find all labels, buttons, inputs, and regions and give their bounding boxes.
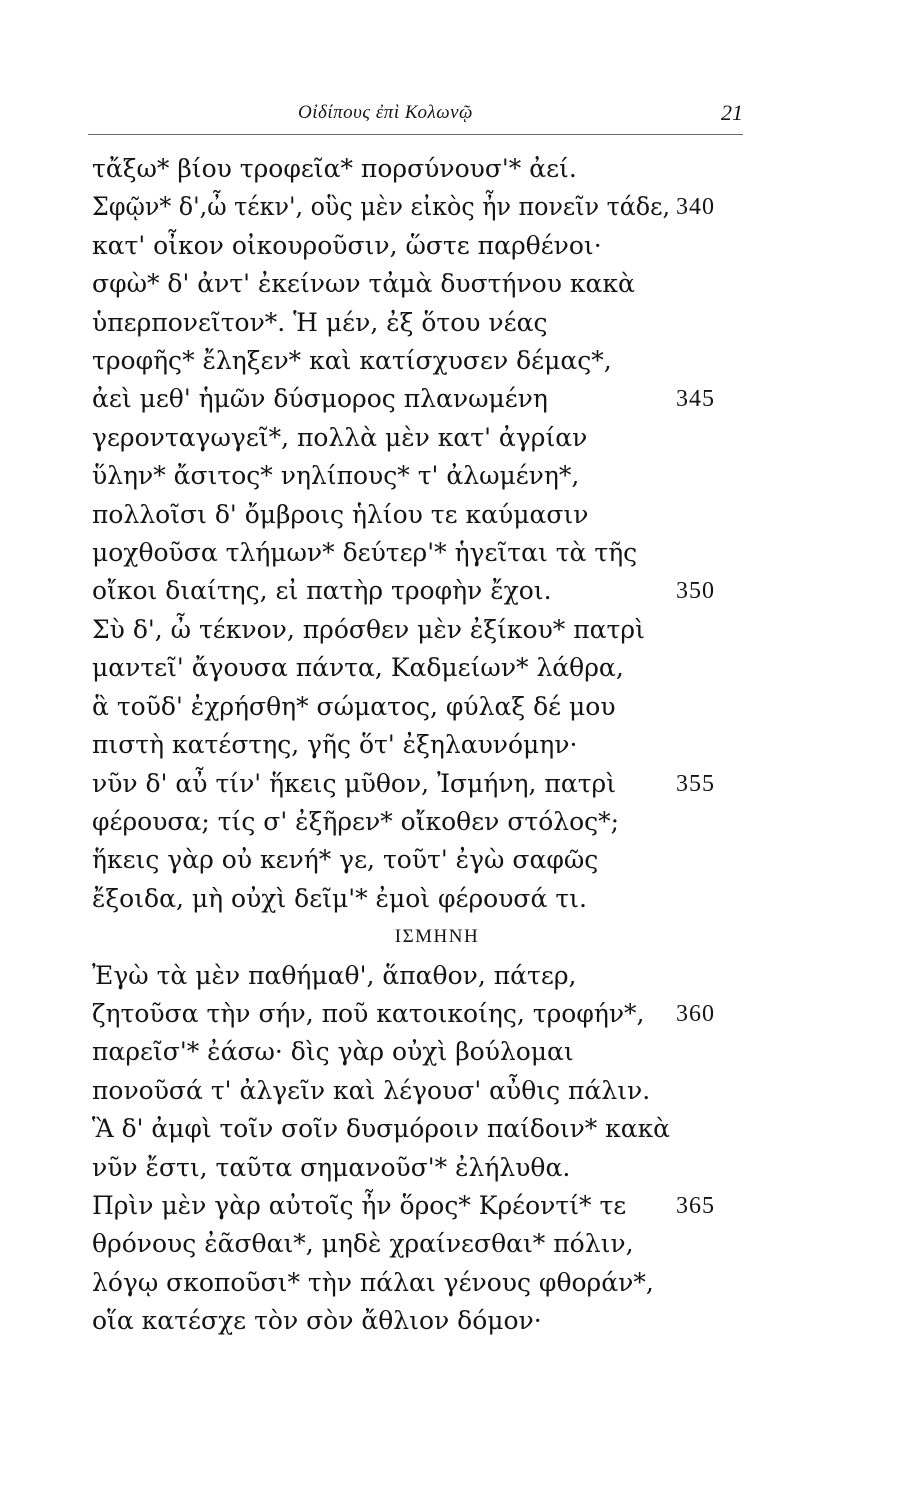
verse-line-text: πολλοῖσι δ' ὄμβροις ἡλίου τε καύμασιν — [92, 499, 589, 529]
verse-line-text: Πρὶν μὲν γὰρ αὐτοῖς ἦν ὅρος* Κρέοντί* τε — [92, 1190, 627, 1220]
verse-line-text: ὑπερπονεῖτον*. Ἡ μέν, ἐξ ὅτου νέας — [92, 307, 548, 337]
verse-line-text: ἀεὶ μεθ' ἡμῶν δύσμορος πλανωμένη — [92, 384, 548, 414]
verse-line — [92, 534, 762, 572]
verse-line — [92, 1187, 762, 1225]
verse-line-text: μαντεῖ' ἄγουσα πάντα, Καδμείων* λάθρα, — [92, 653, 624, 683]
running-head — [88, 100, 743, 135]
verse-line-text: πονοῦσά τ' ἀλγεῖν καὶ λέγουσ' αὖθις πάλιν. — [92, 1075, 651, 1105]
verse-line — [92, 1110, 762, 1148]
verse-line-text: τἄξω* βίου τροφεῖα* πορσύνουσ'* ἀεί. — [92, 154, 577, 183]
verse-line — [92, 342, 762, 380]
verse-line — [92, 227, 762, 265]
verse-line-text: πιστὴ κατέστης, γῆς ὅτ' ἐξηλαυνόμην· — [92, 730, 578, 760]
speaker-name — [92, 918, 762, 956]
line-number: 355 — [676, 770, 715, 797]
verse-line — [92, 880, 762, 918]
verse-block-ismene — [92, 957, 762, 1341]
page-number: 21 — [721, 100, 743, 125]
verse-line — [92, 1149, 762, 1187]
verse-line — [92, 995, 762, 1033]
verse-line — [92, 649, 762, 687]
verse-line-text: οἴκοι διαίτης, εἰ πατὴρ τροφὴν ἔχοι. — [92, 576, 552, 606]
verse-line — [92, 765, 762, 803]
verse-line — [92, 1302, 762, 1340]
verse-line-text: ἥκεις γὰρ οὐ κενή* γε, τοῦτ' ἐγὼ σαφῶς — [92, 845, 599, 875]
verse-line — [92, 1072, 762, 1110]
verse-line — [92, 188, 762, 226]
verse-line — [92, 1264, 762, 1302]
verse-line-text: Ἐγὼ τὰ μὲν παθήμαθ', ἅπαθον, πάτερ, — [92, 960, 577, 990]
verse-line-text: ὕλην* ἄσιτος* νηλίπους* τ' ἀλωμένη*, — [92, 461, 580, 491]
line-number: 350 — [676, 578, 715, 605]
line-number: 340 — [676, 194, 715, 221]
verse-line-text: νῦν ἔστι, ταῦτα σημανοῦσ'* ἐλήλυθα. — [92, 1152, 571, 1182]
verse-line — [92, 304, 762, 342]
line-number: 365 — [676, 1192, 715, 1219]
verse-line-text: γερονταγωγεῖ*, πολλὰ μὲν κατ' ἀγρίαν — [92, 422, 588, 452]
verse-line-text: οἵα κατέσχε τὸν σὸν ἄθλιον δόμον· — [92, 1306, 542, 1336]
verse-line-text: Ἃ δ' ἀμφὶ τοῖν σοῖν δυσμόροιν παίδοιν* κακὰ — [92, 1114, 671, 1144]
verse-line — [92, 1033, 762, 1071]
verse-text — [92, 150, 762, 1341]
running-head-title: Οἰδίπους ἐπὶ Κολωνῷ — [298, 102, 473, 123]
verse-line-text: θρόνους ἐᾶσθαι*, μηδὲ χραίνεσθαι* πόλιν, — [92, 1229, 634, 1259]
verse-line — [92, 803, 762, 841]
verse-line — [92, 726, 762, 764]
verse-line — [92, 496, 762, 534]
verse-block-oedipus — [92, 150, 762, 918]
verse-line-text: ζητοῦσα τὴν σήν, ποῦ κατοικοίης, τροφήν*, — [92, 998, 645, 1028]
verse-line — [92, 611, 762, 649]
verse-line — [92, 841, 762, 879]
verse-line-text: λόγῳ σκοποῦσι* τὴν πάλαι γένους φθοράν*, — [92, 1267, 654, 1297]
verse-line — [92, 150, 762, 188]
verse-line — [92, 265, 762, 303]
verse-line — [92, 457, 762, 495]
verse-line-text: φέρουσα; τίς σ' ἐξῆρεν* οἴκοθεν στόλος*; — [92, 806, 620, 836]
verse-line-text: Σφῷν* δ',ὦ τέκν', οὓς μὲν εἰκὸς ἦν πονεῖν τάδε, — [92, 192, 671, 222]
verse-line — [92, 572, 762, 610]
verse-line-text: παρεῖσ'* ἐάσω· δὶς γὰρ οὐχὶ βούλομαι — [92, 1037, 574, 1067]
verse-line-text: ἔξοιδα, μὴ οὐχὶ δεῖμ'* ἐμοὶ φέρουσά τι. — [92, 883, 587, 913]
verse-line-text: τροφῆς* ἔληξεν* καὶ κατίσχυσεν δέμας*, — [92, 346, 612, 376]
speaker-label: ΙΣΜΗΝΗ — [394, 926, 480, 948]
verse-line-text: νῦν δ' αὖ τίν' ἥκεις μῦθον, Ἰσμήνη, πατρὶ — [92, 768, 617, 798]
verse-line — [92, 380, 762, 418]
line-number: 360 — [676, 1000, 715, 1027]
verse-line-text: σφὼ* δ' ἀντ' ἐκείνων τἀμὰ δυστήνου κακὰ — [92, 269, 635, 299]
verse-line-text: κατ' οἶκον οἰκουροῦσιν, ὥστε παρθένοι· — [92, 230, 602, 260]
line-number: 345 — [676, 386, 715, 413]
verse-line — [92, 1225, 762, 1263]
verse-line-text: μοχθοῦσα τλήμων* δεύτερ'* ἡγεῖται τὰ τῆς — [92, 538, 638, 568]
verse-line-text: ἃ τοῦδ' ἐχρήσθη* σώματος, φύλαξ δέ μου — [92, 691, 616, 721]
verse-line-text: Σὺ δ', ὦ τέκνον, πρόσθεν μὲν ἐξίκου* πατρὶ — [92, 614, 645, 644]
verse-line — [92, 688, 762, 726]
verse-line — [92, 419, 762, 457]
verse-line — [92, 957, 762, 995]
